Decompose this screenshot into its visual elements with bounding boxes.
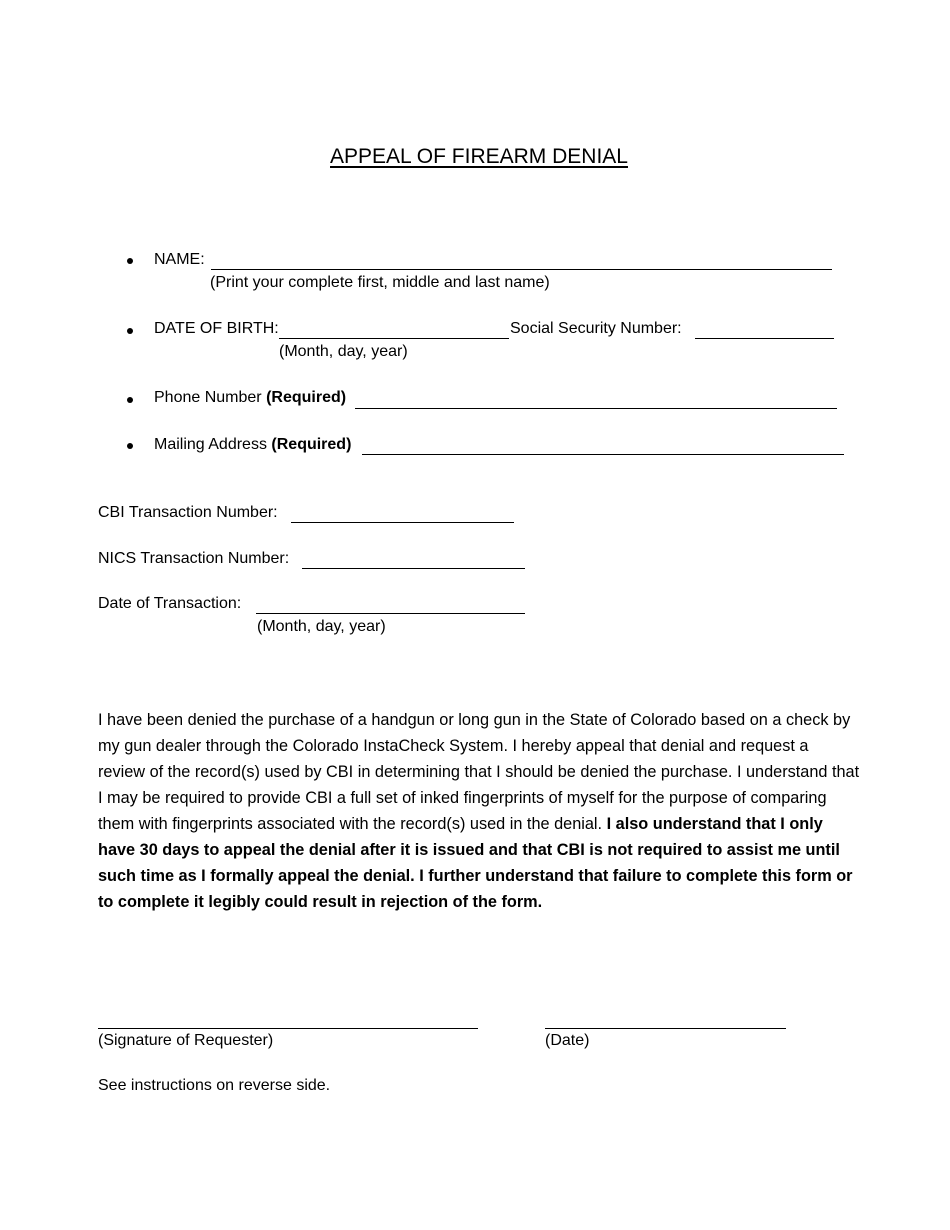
phone-label-text: Phone Number: [154, 389, 262, 406]
bullet-icon: [127, 328, 133, 334]
statement-normal: I have been denied the purchase of a handgun or long gun in the State of Colorado based on a check by my gun dealer through the Colorado InstaCheck System. I hereby appeal that denial and request a review of the record(s) used by CBI in determining that I should be denied the purchase. I understand that I may be required to provide CBI a full set of inked fingerprints of myself for the purpose of comparing them with fingerprints associated with the record(s) used in the denial.: [98, 711, 860, 833]
date-field[interactable]: [545, 1028, 786, 1029]
dob-field[interactable]: [279, 338, 509, 339]
mailing-address-field[interactable]: [362, 454, 844, 455]
signature-field[interactable]: [98, 1028, 478, 1029]
bullet-icon: [127, 443, 133, 449]
phone-label: [154, 389, 346, 407]
date-transaction-label: Date of Transaction:: [98, 595, 242, 612]
date-transaction-field[interactable]: [256, 613, 525, 614]
statement-bold: I also understand that I only have 30 days to appeal the denial after it is issued and that CBI is not required to assist me until such time as I formally appeal the denial. I further understand that failure to complete this form or to complete it legibly could result in rejection of the form.: [98, 815, 853, 911]
bullet-icon: [127, 258, 133, 264]
dob-hint: (Month, day, year): [279, 343, 408, 360]
date-transaction-hint: (Month, day, year): [257, 618, 386, 635]
statement-paragraph: [98, 707, 860, 915]
instructions-note: See instructions on reverse side.: [98, 1077, 331, 1094]
phone-field[interactable]: [355, 408, 837, 409]
cbi-transaction-label: CBI Transaction Number:: [98, 504, 278, 521]
nics-transaction-field[interactable]: [302, 568, 525, 569]
name-field[interactable]: [211, 269, 832, 270]
dob-label: DATE OF BIRTH:: [154, 320, 279, 337]
cbi-transaction-field[interactable]: [291, 522, 514, 523]
mailing-required: (Required): [271, 436, 352, 453]
bullet-icon: [127, 397, 133, 403]
date-label: (Date): [545, 1032, 590, 1049]
mailing-label-text: Mailing Address: [154, 436, 267, 453]
ssn-field[interactable]: [695, 338, 834, 339]
signature-label: (Signature of Requester): [98, 1032, 274, 1049]
phone-required: (Required): [266, 389, 347, 406]
nics-transaction-label: NICS Transaction Number:: [98, 550, 290, 567]
mailing-label: [154, 436, 351, 454]
page-title: APPEAL OF FIREARM DENIAL: [330, 145, 628, 168]
name-label: NAME:: [154, 251, 205, 268]
ssn-label: Social Security Number:: [510, 320, 682, 337]
name-hint: (Print your complete first, middle and last name): [210, 274, 550, 291]
